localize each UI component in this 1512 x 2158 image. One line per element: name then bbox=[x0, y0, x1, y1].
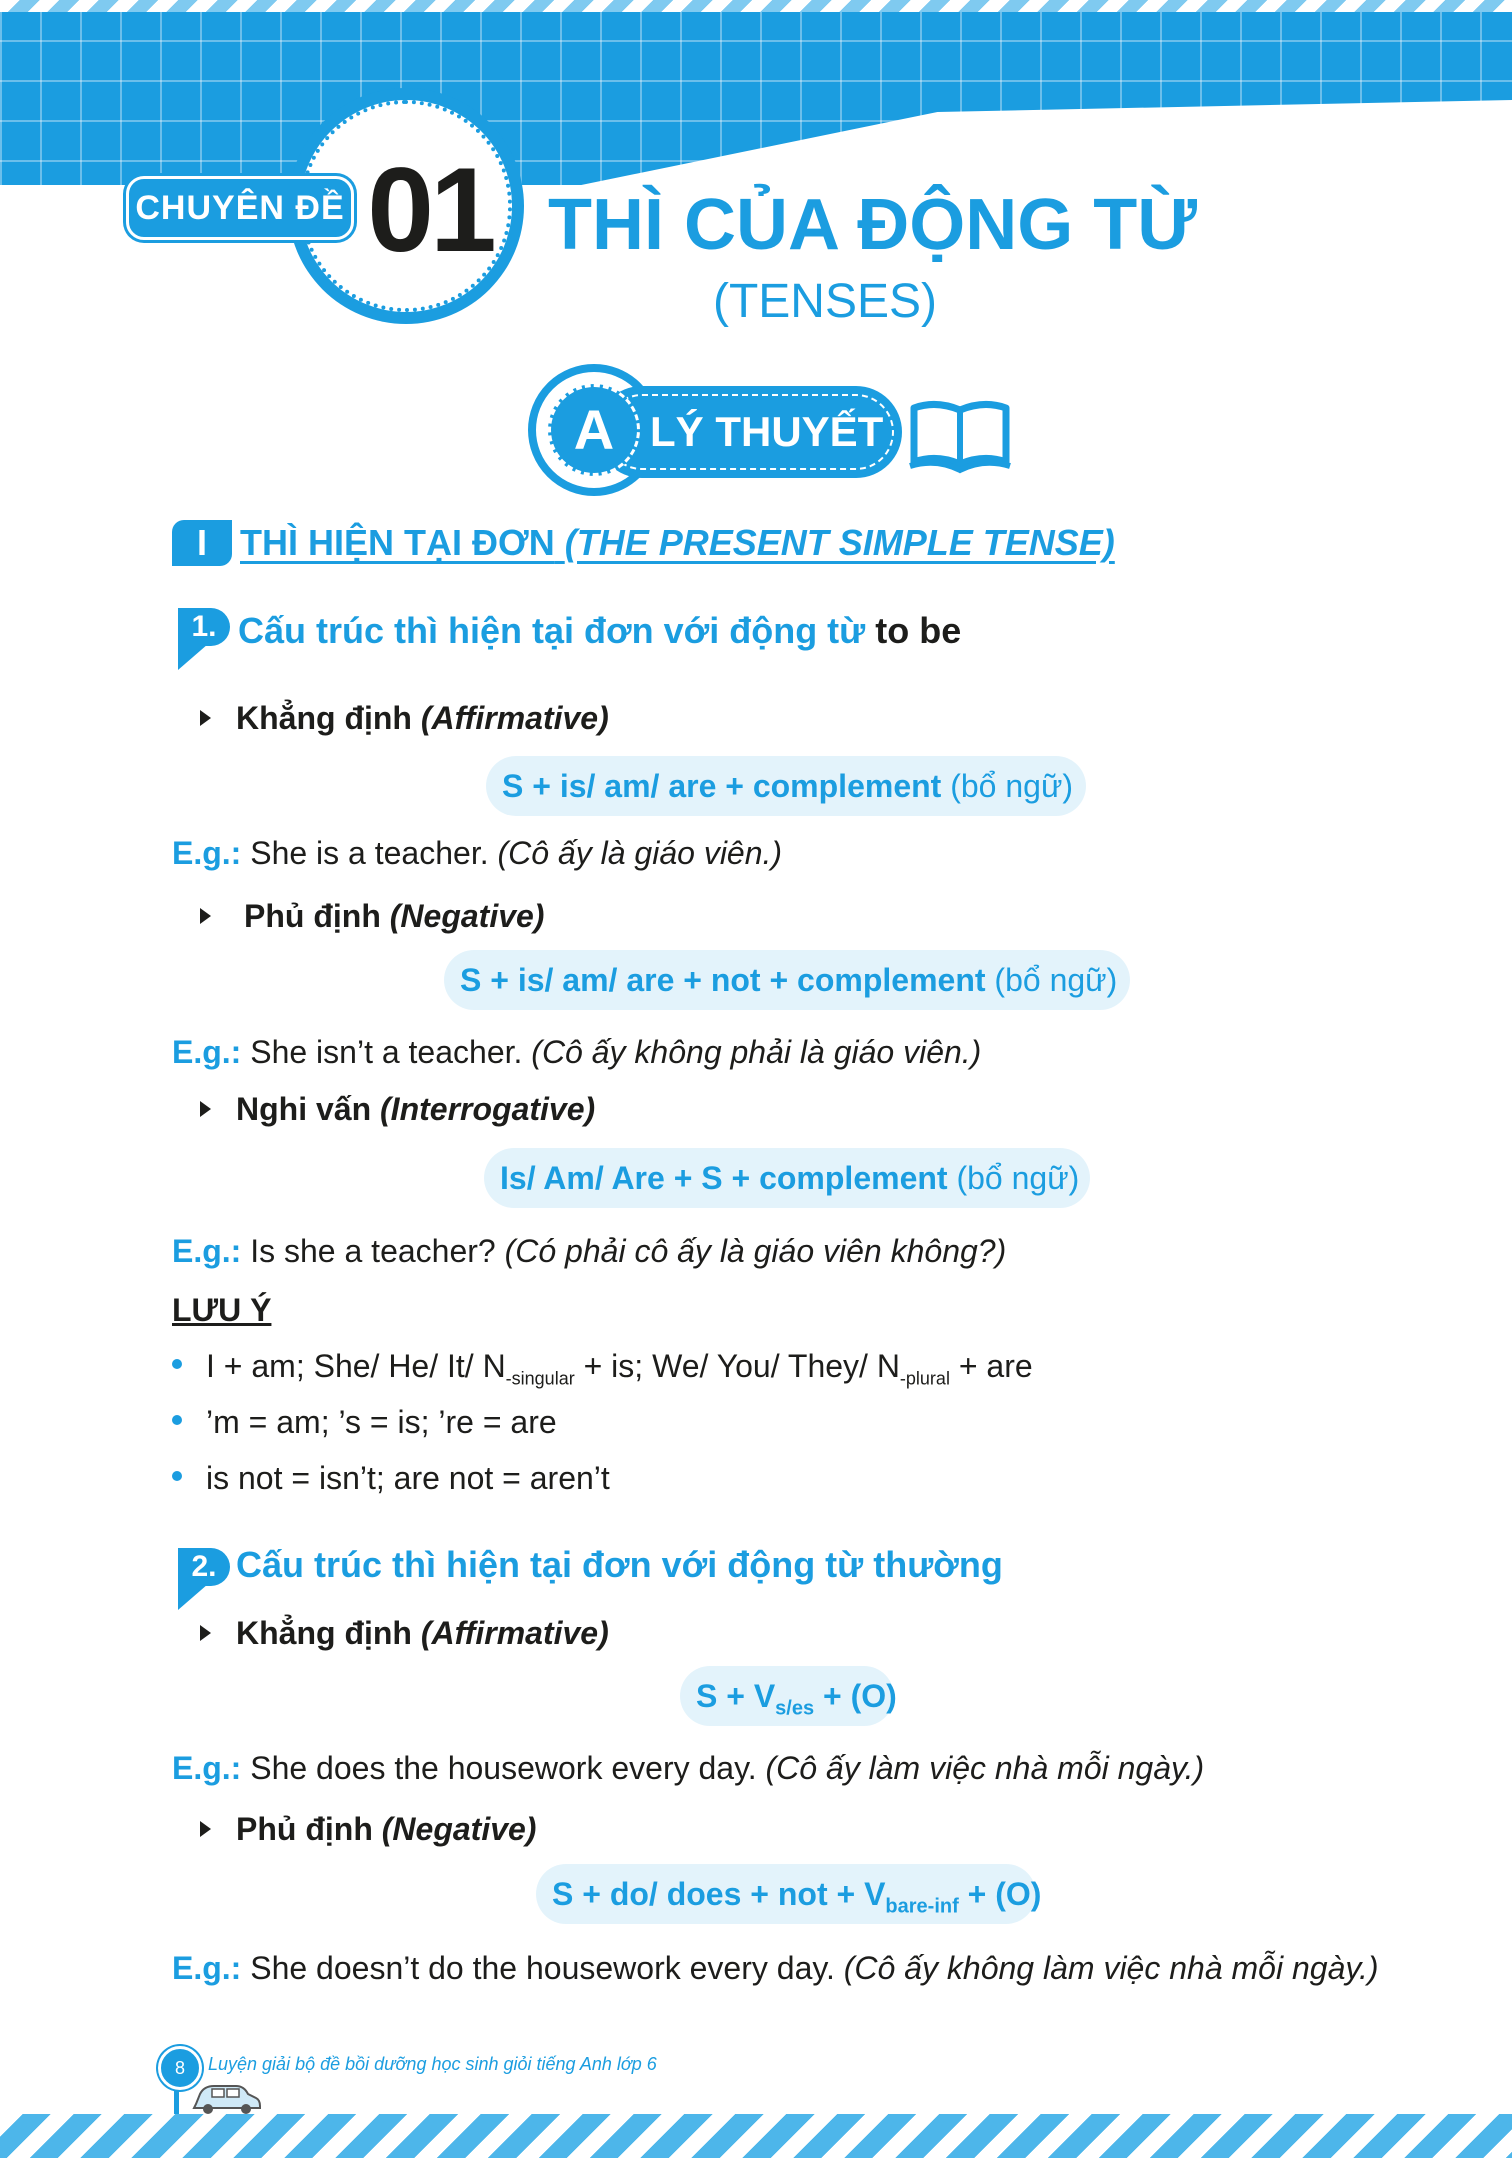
arrow-bullet-icon bbox=[200, 1625, 211, 1641]
page-number: 8 bbox=[158, 2046, 202, 2090]
header-top-stripe bbox=[0, 0, 1512, 12]
chapter-number: 01 bbox=[367, 143, 493, 277]
arrow-bullet-icon bbox=[200, 710, 211, 726]
affirmative-label: Khẳng định (Affirmative) bbox=[236, 700, 609, 736]
formula-affirmative-verb: $S + V_{s/es} + (O)$ bbox=[680, 1666, 894, 1726]
part-title: THÌ HIỆN TẠI ĐƠN (THE PRESENT SIMPLE TENSE) bbox=[240, 522, 1115, 563]
footer-stripe bbox=[0, 2114, 1512, 2158]
chapter-label: CHUYÊN ĐỀ bbox=[126, 176, 354, 240]
arrow-bullet-icon bbox=[200, 908, 211, 924]
note-title: LƯU Ý bbox=[172, 1292, 272, 1328]
section-label: LÝ THUYẾT bbox=[650, 408, 884, 455]
chapter-title: THÌ CỦA ĐỘNG TỪ bbox=[548, 185, 1198, 265]
bullet-dot-icon bbox=[172, 1359, 182, 1369]
example-negative-verb: E.g.: She doesn’t do the housework every day. (Cô ấy không làm việc nhà mỗi ngày.) bbox=[172, 1950, 1379, 1986]
subsection-1-badge: 1. bbox=[178, 608, 230, 660]
example-affirmative-verb: E.g.: She does the housework every day. (Cô ấy làm việc nhà mỗi ngày.) bbox=[172, 1750, 1205, 1786]
arrow-bullet-icon bbox=[200, 1101, 211, 1117]
subsection-2-title: Cấu trúc thì hiện tại đơn với động từ thường bbox=[236, 1544, 1003, 1585]
subsection-2-badge: 2. bbox=[178, 1548, 230, 1600]
affirmative-label: Khẳng định (Affirmative) bbox=[236, 1615, 609, 1651]
subsection-1-title: Cấu trúc thì hiện tại đơn với động từ to be bbox=[238, 610, 962, 651]
note-item: is not = isn’t; are not = aren’t bbox=[172, 1456, 610, 1500]
formula-affirmative-tobe: S + is/ am/ are + complement (bổ ngữ) bbox=[486, 756, 1086, 816]
page-sign-pole bbox=[174, 2086, 179, 2116]
example-negative-tobe: E.g.: She isn’t a teacher. (Cô ấy không phải là giáo viên.) bbox=[172, 1034, 982, 1070]
arrow-bullet-icon bbox=[200, 1821, 211, 1837]
footer-book-title: Luyện giải bộ đề bồi dưỡng học sinh giỏi tiếng Anh lớp 6 bbox=[208, 2054, 657, 2074]
example-interrogative-tobe: E.g.: Is she a teacher? (Có phải cô ấy là giáo viên không?) bbox=[172, 1233, 1007, 1269]
open-book-icon bbox=[908, 396, 1012, 476]
car-icon bbox=[190, 2080, 262, 2116]
negative-label: Phủ định (Negative) bbox=[236, 1811, 537, 1847]
negative-label: Phủ định (Negative) bbox=[244, 898, 545, 934]
bullet-dot-icon bbox=[172, 1471, 182, 1481]
section-letter: A bbox=[548, 384, 640, 476]
formula-negative-verb: S + do/ does + not + $V_{bare-inf} + (O)$ bbox=[536, 1864, 1036, 1924]
bullet-dot-icon bbox=[172, 1415, 182, 1425]
note-item: ’m = am; ’s = is; ’re = are bbox=[172, 1400, 557, 1444]
interrogative-label: Nghi vấn (Interrogative) bbox=[236, 1091, 596, 1127]
example-affirmative-tobe: E.g.: She is a teacher. (Cô ấy là giáo viên.) bbox=[172, 835, 783, 871]
chapter-subtitle: (TENSES) bbox=[712, 275, 937, 328]
formula-interrogative-tobe: Is/ Am/ Are + S + complement (bổ ngữ) bbox=[484, 1148, 1090, 1208]
formula-negative-tobe: S + is/ am/ are + not + complement (bổ ngữ) bbox=[444, 950, 1130, 1010]
part-number-badge: I bbox=[172, 520, 232, 566]
note-item: I + am; She/ He/ It/ $N_{-singular}$ + is; We/ You/ They/ $N_{-plural}$ + are bbox=[172, 1344, 1033, 1400]
